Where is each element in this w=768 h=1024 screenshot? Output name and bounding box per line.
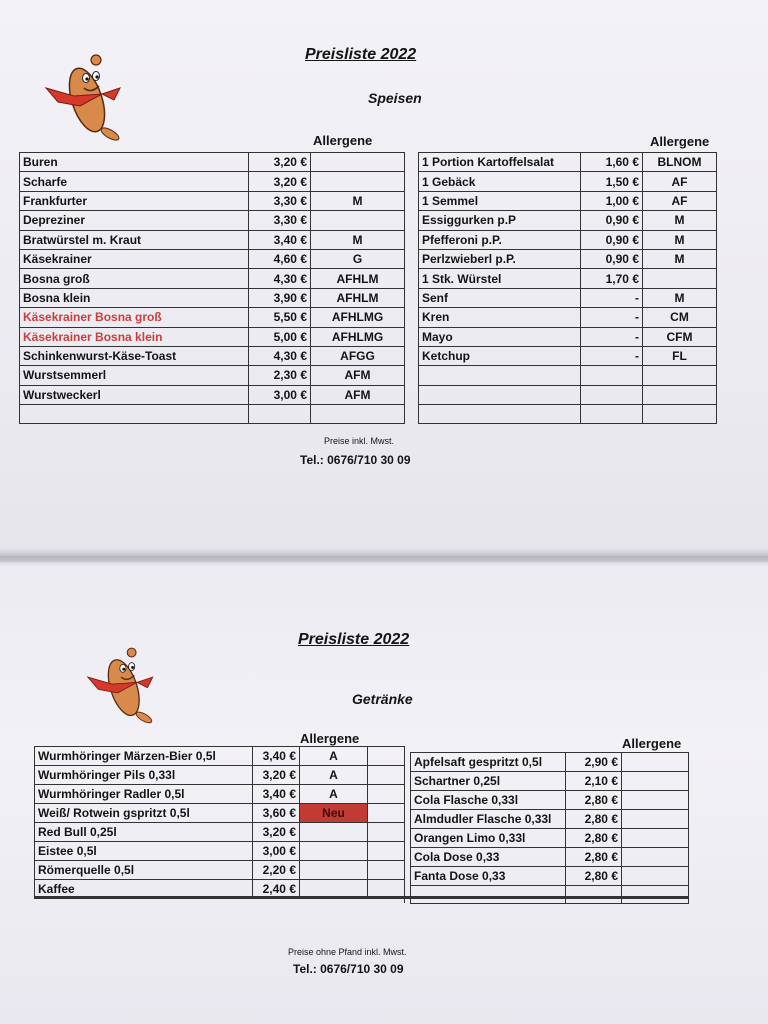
- table-row: [35, 747, 405, 766]
- item-name: Bratwürstel m. Kraut: [20, 230, 249, 249]
- row-spacer: [405, 308, 419, 327]
- item-name: Käsekrainer: [20, 249, 249, 268]
- item-price: [581, 405, 643, 424]
- item-price: 3,00 €: [253, 842, 300, 861]
- item-allergens: [643, 405, 717, 424]
- table-row: [20, 308, 405, 327]
- drinks-table-left: [34, 746, 405, 899]
- item-name: Weiß/ Rotwein gspritzt 0,5l: [35, 804, 253, 823]
- item-allergens: A: [300, 747, 368, 766]
- page-title-drinks: Preisliste 2022: [298, 631, 410, 648]
- row-spacer: [405, 230, 419, 249]
- item-allergens: M: [311, 191, 405, 210]
- row-spacer: [405, 191, 419, 210]
- sausage-mascot-icon: [82, 642, 162, 728]
- item-price: [249, 405, 311, 424]
- table-row: [20, 249, 405, 268]
- item-name: Fanta Dose 0,33: [411, 867, 566, 886]
- item-price: [581, 385, 643, 404]
- item-allergens: [311, 211, 405, 230]
- table-row: [405, 191, 717, 210]
- item-allergens: [622, 886, 689, 904]
- item-price: 1,60 €: [581, 153, 643, 172]
- item-name: Wurmhöringer Radler 0,5l: [35, 785, 253, 804]
- table-row: [405, 886, 689, 904]
- item-name: Orangen Limo 0,33l: [411, 829, 566, 848]
- item-price: 5,00 €: [249, 327, 311, 346]
- item-price: 3,90 €: [249, 288, 311, 307]
- item-price: 4,30 €: [249, 269, 311, 288]
- item-name: Depreziner: [20, 211, 249, 230]
- item-name: Käsekrainer Bosna klein: [20, 327, 249, 346]
- item-price: 3,00 €: [249, 385, 311, 404]
- item-price: -: [581, 308, 643, 327]
- table-row: [20, 405, 405, 424]
- table-row: [20, 288, 405, 307]
- item-allergens: [622, 848, 689, 867]
- row-spacer: [405, 385, 419, 404]
- table-row: [20, 211, 405, 230]
- table-row: [405, 308, 717, 327]
- table-row: [35, 842, 405, 861]
- item-allergens: AF: [643, 172, 717, 191]
- item-price: 3,20 €: [249, 153, 311, 172]
- allergen-header-left: Allergene: [313, 133, 373, 148]
- item-allergens: [622, 772, 689, 791]
- row-spacer: [368, 747, 405, 766]
- table-row: [405, 829, 689, 848]
- item-price: 2,80 €: [566, 829, 622, 848]
- item-price: 0,90 €: [581, 211, 643, 230]
- table-row: [405, 327, 717, 346]
- item-price: 2,80 €: [566, 791, 622, 810]
- item-name: Wurstsemmerl: [20, 366, 249, 385]
- paper-fold: [0, 548, 768, 566]
- phone-number-food: Tel.: 0676/710 30 09: [300, 453, 411, 467]
- item-name: Almdudler Flasche 0,33l: [411, 810, 566, 829]
- item-allergens: [622, 867, 689, 886]
- item-name: 1 Gebäck: [419, 172, 581, 191]
- allergen-header-right: Allergene: [650, 134, 710, 149]
- item-name: Ketchup: [419, 346, 581, 365]
- table-row: [20, 230, 405, 249]
- item-price: 3,60 €: [253, 804, 300, 823]
- table-row: [35, 861, 405, 880]
- item-name: Käsekrainer Bosna groß: [20, 308, 249, 327]
- table-row: [405, 867, 689, 886]
- item-allergens: M: [643, 211, 717, 230]
- tax-note-food: Preise inkl. Mwst.: [324, 436, 395, 446]
- item-name: 1 Semmel: [419, 191, 581, 210]
- item-price: 2,40 €: [253, 880, 300, 899]
- item-name: [419, 385, 581, 404]
- item-allergens: BLNOM: [643, 153, 717, 172]
- item-price: 2,80 €: [566, 810, 622, 829]
- row-spacer: [368, 842, 405, 861]
- row-spacer: [405, 211, 419, 230]
- item-price: 1,50 €: [581, 172, 643, 191]
- drinks-empty-row: [35, 896, 688, 899]
- item-name: [20, 405, 249, 424]
- item-allergens: AFHLM: [311, 269, 405, 288]
- item-allergens: AFHLMG: [311, 327, 405, 346]
- row-spacer: [368, 766, 405, 785]
- item-name: Cola Dose 0,33: [411, 848, 566, 867]
- item-allergens: M: [643, 288, 717, 307]
- item-allergens: [643, 269, 717, 288]
- item-name: [419, 405, 581, 424]
- section-title-food: Speisen: [368, 90, 422, 106]
- row-spacer: [405, 269, 419, 288]
- row-spacer: [405, 249, 419, 268]
- item-allergens: [300, 823, 368, 842]
- item-allergens: A: [300, 785, 368, 804]
- item-allergens: [622, 810, 689, 829]
- item-allergens: A: [300, 766, 368, 785]
- item-name: Buren: [20, 153, 249, 172]
- item-allergens: AFHLM: [311, 288, 405, 307]
- item-price: 2,80 €: [566, 867, 622, 886]
- item-price: 3,30 €: [249, 211, 311, 230]
- item-allergens: AFM: [311, 385, 405, 404]
- item-price: 3,20 €: [249, 172, 311, 191]
- item-price: 2,90 €: [566, 753, 622, 772]
- table-row: [405, 288, 717, 307]
- table-row: [20, 385, 405, 404]
- item-name: Kaffee: [35, 880, 253, 899]
- row-spacer: [405, 153, 419, 172]
- table-row: [20, 191, 405, 210]
- item-allergens: M: [643, 230, 717, 249]
- item-name: Frankfurter: [20, 191, 249, 210]
- table-row: [405, 791, 689, 810]
- item-allergens: CFM: [643, 327, 717, 346]
- sausage-mascot-icon: [44, 48, 126, 146]
- drinks-table-right: [404, 752, 689, 904]
- item-name: Senf: [419, 288, 581, 307]
- row-spacer: [368, 823, 405, 842]
- item-allergens: [643, 366, 717, 385]
- table-row: [20, 172, 405, 191]
- item-price: -: [581, 288, 643, 307]
- item-name: Mayo: [419, 327, 581, 346]
- item-name: Bosna klein: [20, 288, 249, 307]
- table-row: [405, 810, 689, 829]
- item-price: 3,20 €: [253, 766, 300, 785]
- phone-number-drinks: Tel.: 0676/710 30 09: [293, 962, 404, 976]
- item-price: 0,90 €: [581, 249, 643, 268]
- item-name: Wurstweckerl: [20, 385, 249, 404]
- table-row: [405, 366, 717, 385]
- row-spacer: [405, 405, 419, 424]
- item-price: 3,40 €: [253, 785, 300, 804]
- table-row: [405, 211, 717, 230]
- item-allergens: AFHLMG: [311, 308, 405, 327]
- item-allergens: Neu: [300, 804, 368, 823]
- table-row: [405, 172, 717, 191]
- row-spacer: [405, 366, 419, 385]
- item-name: Römerquelle 0,5l: [35, 861, 253, 880]
- item-name: Red Bull 0,25l: [35, 823, 253, 842]
- item-name: Eistee 0,5l: [35, 842, 253, 861]
- item-name: [411, 886, 566, 904]
- item-price: 4,60 €: [249, 249, 311, 268]
- item-name: Apfelsaft gespritzt 0,5l: [411, 753, 566, 772]
- row-spacer: [405, 288, 419, 307]
- item-allergens: G: [311, 249, 405, 268]
- item-name: Kren: [419, 308, 581, 327]
- item-name: Essiggurken p.P: [419, 211, 581, 230]
- item-name: Scharfe: [20, 172, 249, 191]
- row-spacer: [405, 327, 419, 346]
- item-allergens: [300, 861, 368, 880]
- item-price: 3,40 €: [253, 747, 300, 766]
- item-allergens: FL: [643, 346, 717, 365]
- item-name: Perlzwieberl p.P.: [419, 249, 581, 268]
- table-row: [405, 772, 689, 791]
- item-price: [566, 886, 622, 904]
- table-row: [35, 804, 405, 823]
- item-name: [419, 366, 581, 385]
- page-title-food: Preisliste 2022: [305, 46, 417, 63]
- row-spacer: [368, 785, 405, 804]
- item-allergens: [622, 829, 689, 848]
- table-row: [405, 405, 717, 424]
- item-price: 5,50 €: [249, 308, 311, 327]
- item-price: 1,70 €: [581, 269, 643, 288]
- item-price: 0,90 €: [581, 230, 643, 249]
- item-allergens: [643, 385, 717, 404]
- row-spacer: [368, 861, 405, 880]
- table-row: [405, 230, 717, 249]
- item-price: -: [581, 327, 643, 346]
- table-row: [20, 327, 405, 346]
- item-price: [581, 366, 643, 385]
- item-price: 2,20 €: [253, 861, 300, 880]
- item-allergens: M: [311, 230, 405, 249]
- item-allergens: [311, 405, 405, 424]
- food-table-right: [404, 152, 717, 424]
- item-name: Schartner 0,25l: [411, 772, 566, 791]
- item-allergens: AF: [643, 191, 717, 210]
- table-row: [35, 823, 405, 842]
- tax-note-drinks: Preise ohne Pfand inkl. Mwst.: [288, 947, 407, 957]
- item-allergens: [622, 791, 689, 810]
- row-spacer: [368, 804, 405, 823]
- item-name: 1 Portion Kartoffelsalat: [419, 153, 581, 172]
- item-price: 2,80 €: [566, 848, 622, 867]
- item-price: 1,00 €: [581, 191, 643, 210]
- table-row: [405, 346, 717, 365]
- item-price: 2,30 €: [249, 366, 311, 385]
- table-row: [405, 385, 717, 404]
- item-allergens: [311, 172, 405, 191]
- table-row: [20, 346, 405, 365]
- table-row: [20, 153, 405, 172]
- item-name: 1 Stk. Würstel: [419, 269, 581, 288]
- item-name: Schinkenwurst-Käse-Toast: [20, 346, 249, 365]
- table-row: [405, 753, 689, 772]
- item-name: Pfefferoni p.P.: [419, 230, 581, 249]
- row-spacer: [405, 346, 419, 365]
- item-allergens: AFM: [311, 366, 405, 385]
- table-row: [405, 153, 717, 172]
- table-row: [35, 766, 405, 785]
- table-row: [20, 269, 405, 288]
- item-price: -: [581, 346, 643, 365]
- table-row: [35, 785, 405, 804]
- row-spacer: [405, 172, 419, 191]
- item-price: 4,30 €: [249, 346, 311, 365]
- item-allergens: AFGG: [311, 346, 405, 365]
- item-name: Cola Flasche 0,33l: [411, 791, 566, 810]
- table-row: [405, 249, 717, 268]
- item-allergens: M: [643, 249, 717, 268]
- allergen-header-left-drinks: Allergene: [300, 731, 360, 746]
- item-allergens: [622, 753, 689, 772]
- item-allergens: [311, 153, 405, 172]
- item-name: Bosna groß: [20, 269, 249, 288]
- table-row: [405, 848, 689, 867]
- table-row: [405, 269, 717, 288]
- item-allergens: CM: [643, 308, 717, 327]
- table-row: [20, 366, 405, 385]
- item-price: 3,40 €: [249, 230, 311, 249]
- section-title-drinks: Getränke: [352, 691, 413, 707]
- item-allergens: [300, 842, 368, 861]
- item-price: 3,20 €: [253, 823, 300, 842]
- item-name: Wurmhöringer Märzen-Bier 0,5l: [35, 747, 253, 766]
- food-table-left: [19, 152, 405, 424]
- item-name: Wurmhöringer Pils 0,33l: [35, 766, 253, 785]
- allergen-header-right-drinks: Allergene: [622, 736, 682, 751]
- item-price: 2,10 €: [566, 772, 622, 791]
- item-price: 3,30 €: [249, 191, 311, 210]
